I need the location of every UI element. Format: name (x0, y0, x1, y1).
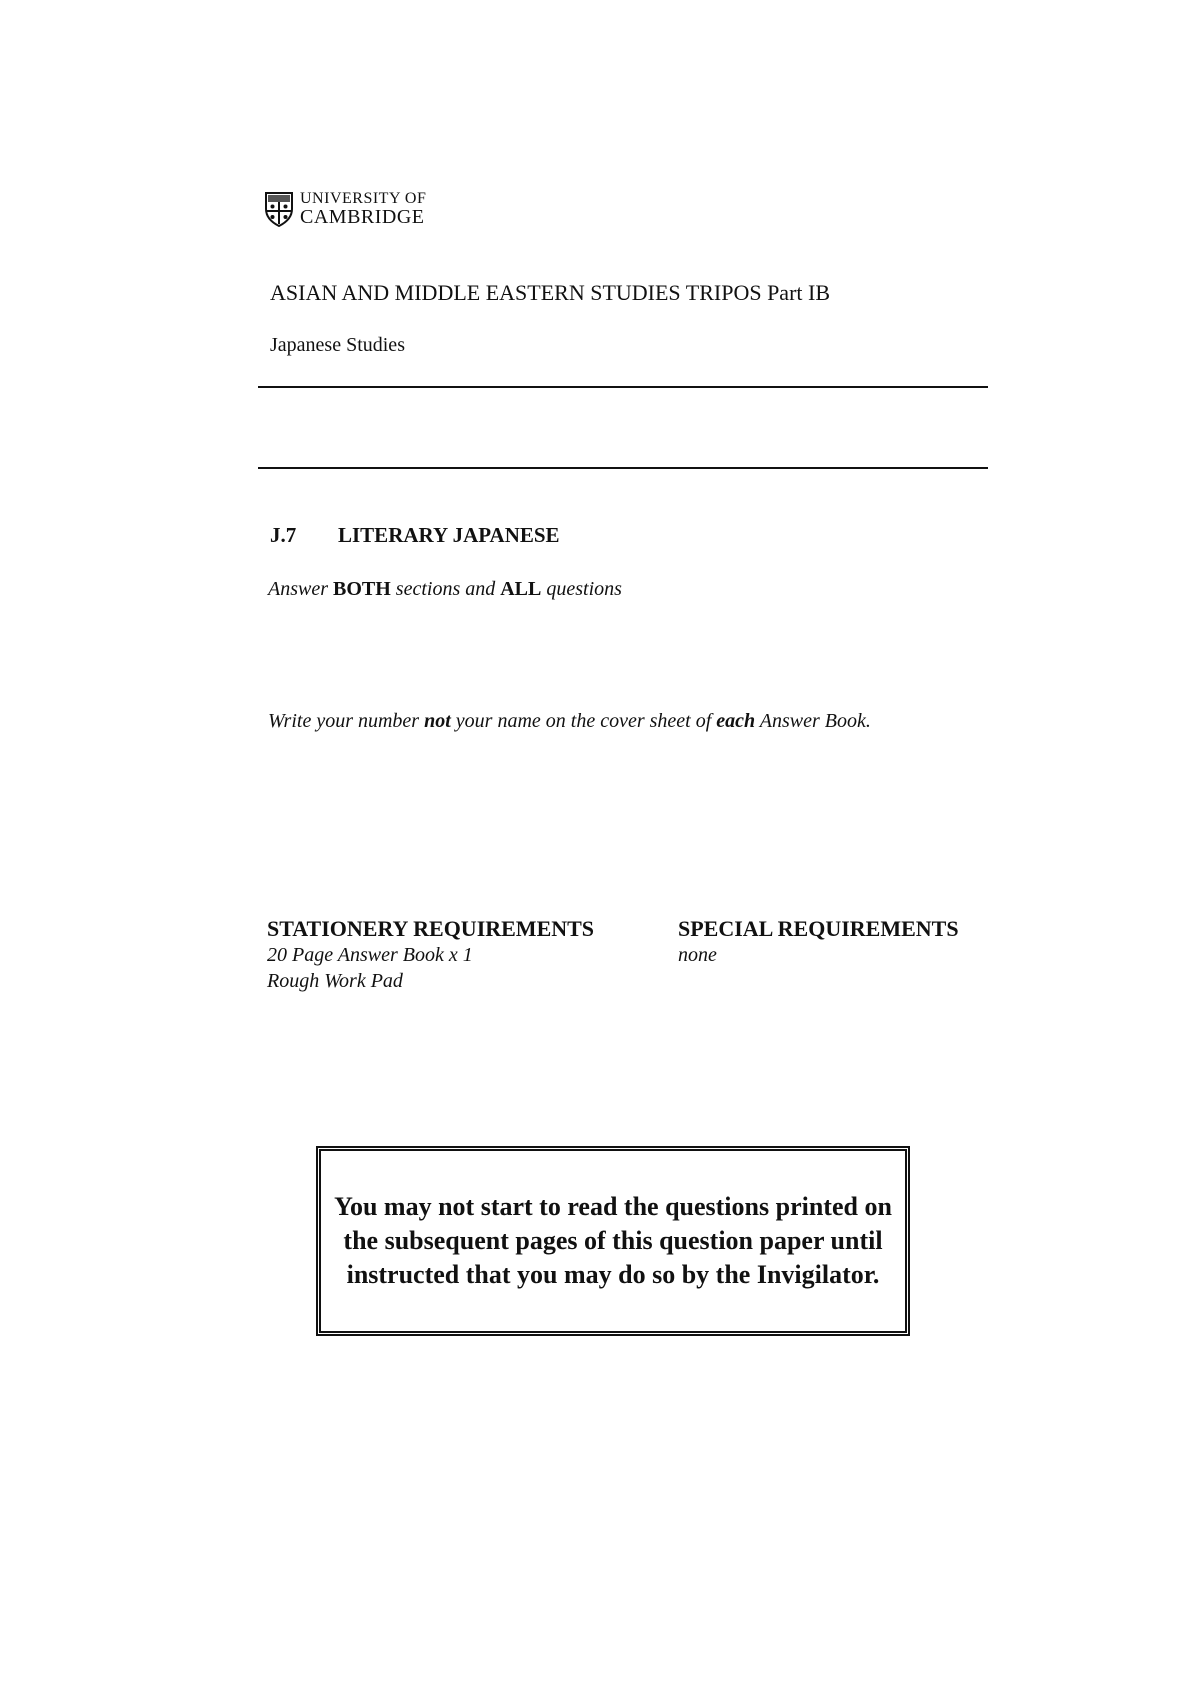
special-heading: SPECIAL REQUIREMENTS (678, 916, 959, 941)
tripos-title: ASIAN AND MIDDLE EASTERN STUDIES TRIPOS Part IB (270, 280, 831, 305)
cover-note-part-1: Write your number (268, 710, 420, 732)
instruction-word-5: questions (546, 578, 622, 600)
divider-bottom (258, 467, 988, 469)
stationery-item: 20 Page Answer Book x 1 (267, 944, 473, 966)
stationery-heading: STATIONERY REQUIREMENTS (267, 916, 595, 941)
instruction-word-2: BOTH (333, 578, 391, 600)
divider-top (258, 386, 988, 388)
paper-title: LITERARY JAPANESE (338, 523, 560, 547)
subject-title: Japanese Studies (270, 334, 405, 356)
cover-note-part-3: your name on the cover sheet of (455, 710, 712, 732)
instruction-word-3: sections and (395, 578, 496, 600)
stationery-requirements (267, 916, 594, 994)
university-name (300, 190, 426, 227)
invigilator-notice-text: You may not start to read the questions printed on the subsequent pages of this question paper until instructed that you may do so by the Invigilator. (334, 1192, 892, 1289)
university-name-line2: CAMBRIDGE (300, 206, 425, 228)
paper-code: J.7 (270, 523, 297, 547)
special-requirements (678, 916, 959, 968)
cambridge-crest-icon (264, 191, 294, 227)
instruction-word-4: ALL (500, 578, 542, 600)
instruction-word-1: Answer (268, 578, 328, 600)
special-item: none (678, 944, 717, 966)
cover-note-part-4: each (716, 710, 756, 732)
cover-note-part-5: Answer Book. (759, 710, 871, 732)
university-logo (264, 190, 426, 227)
cover-sheet-note (268, 710, 871, 733)
university-name-line1: UNIVERSITY OF (300, 190, 427, 207)
answer-instruction (268, 578, 622, 601)
stationery-item: Rough Work Pad (267, 970, 403, 992)
cover-note-part-2: not (424, 710, 451, 732)
invigilator-notice-box (316, 1146, 910, 1336)
